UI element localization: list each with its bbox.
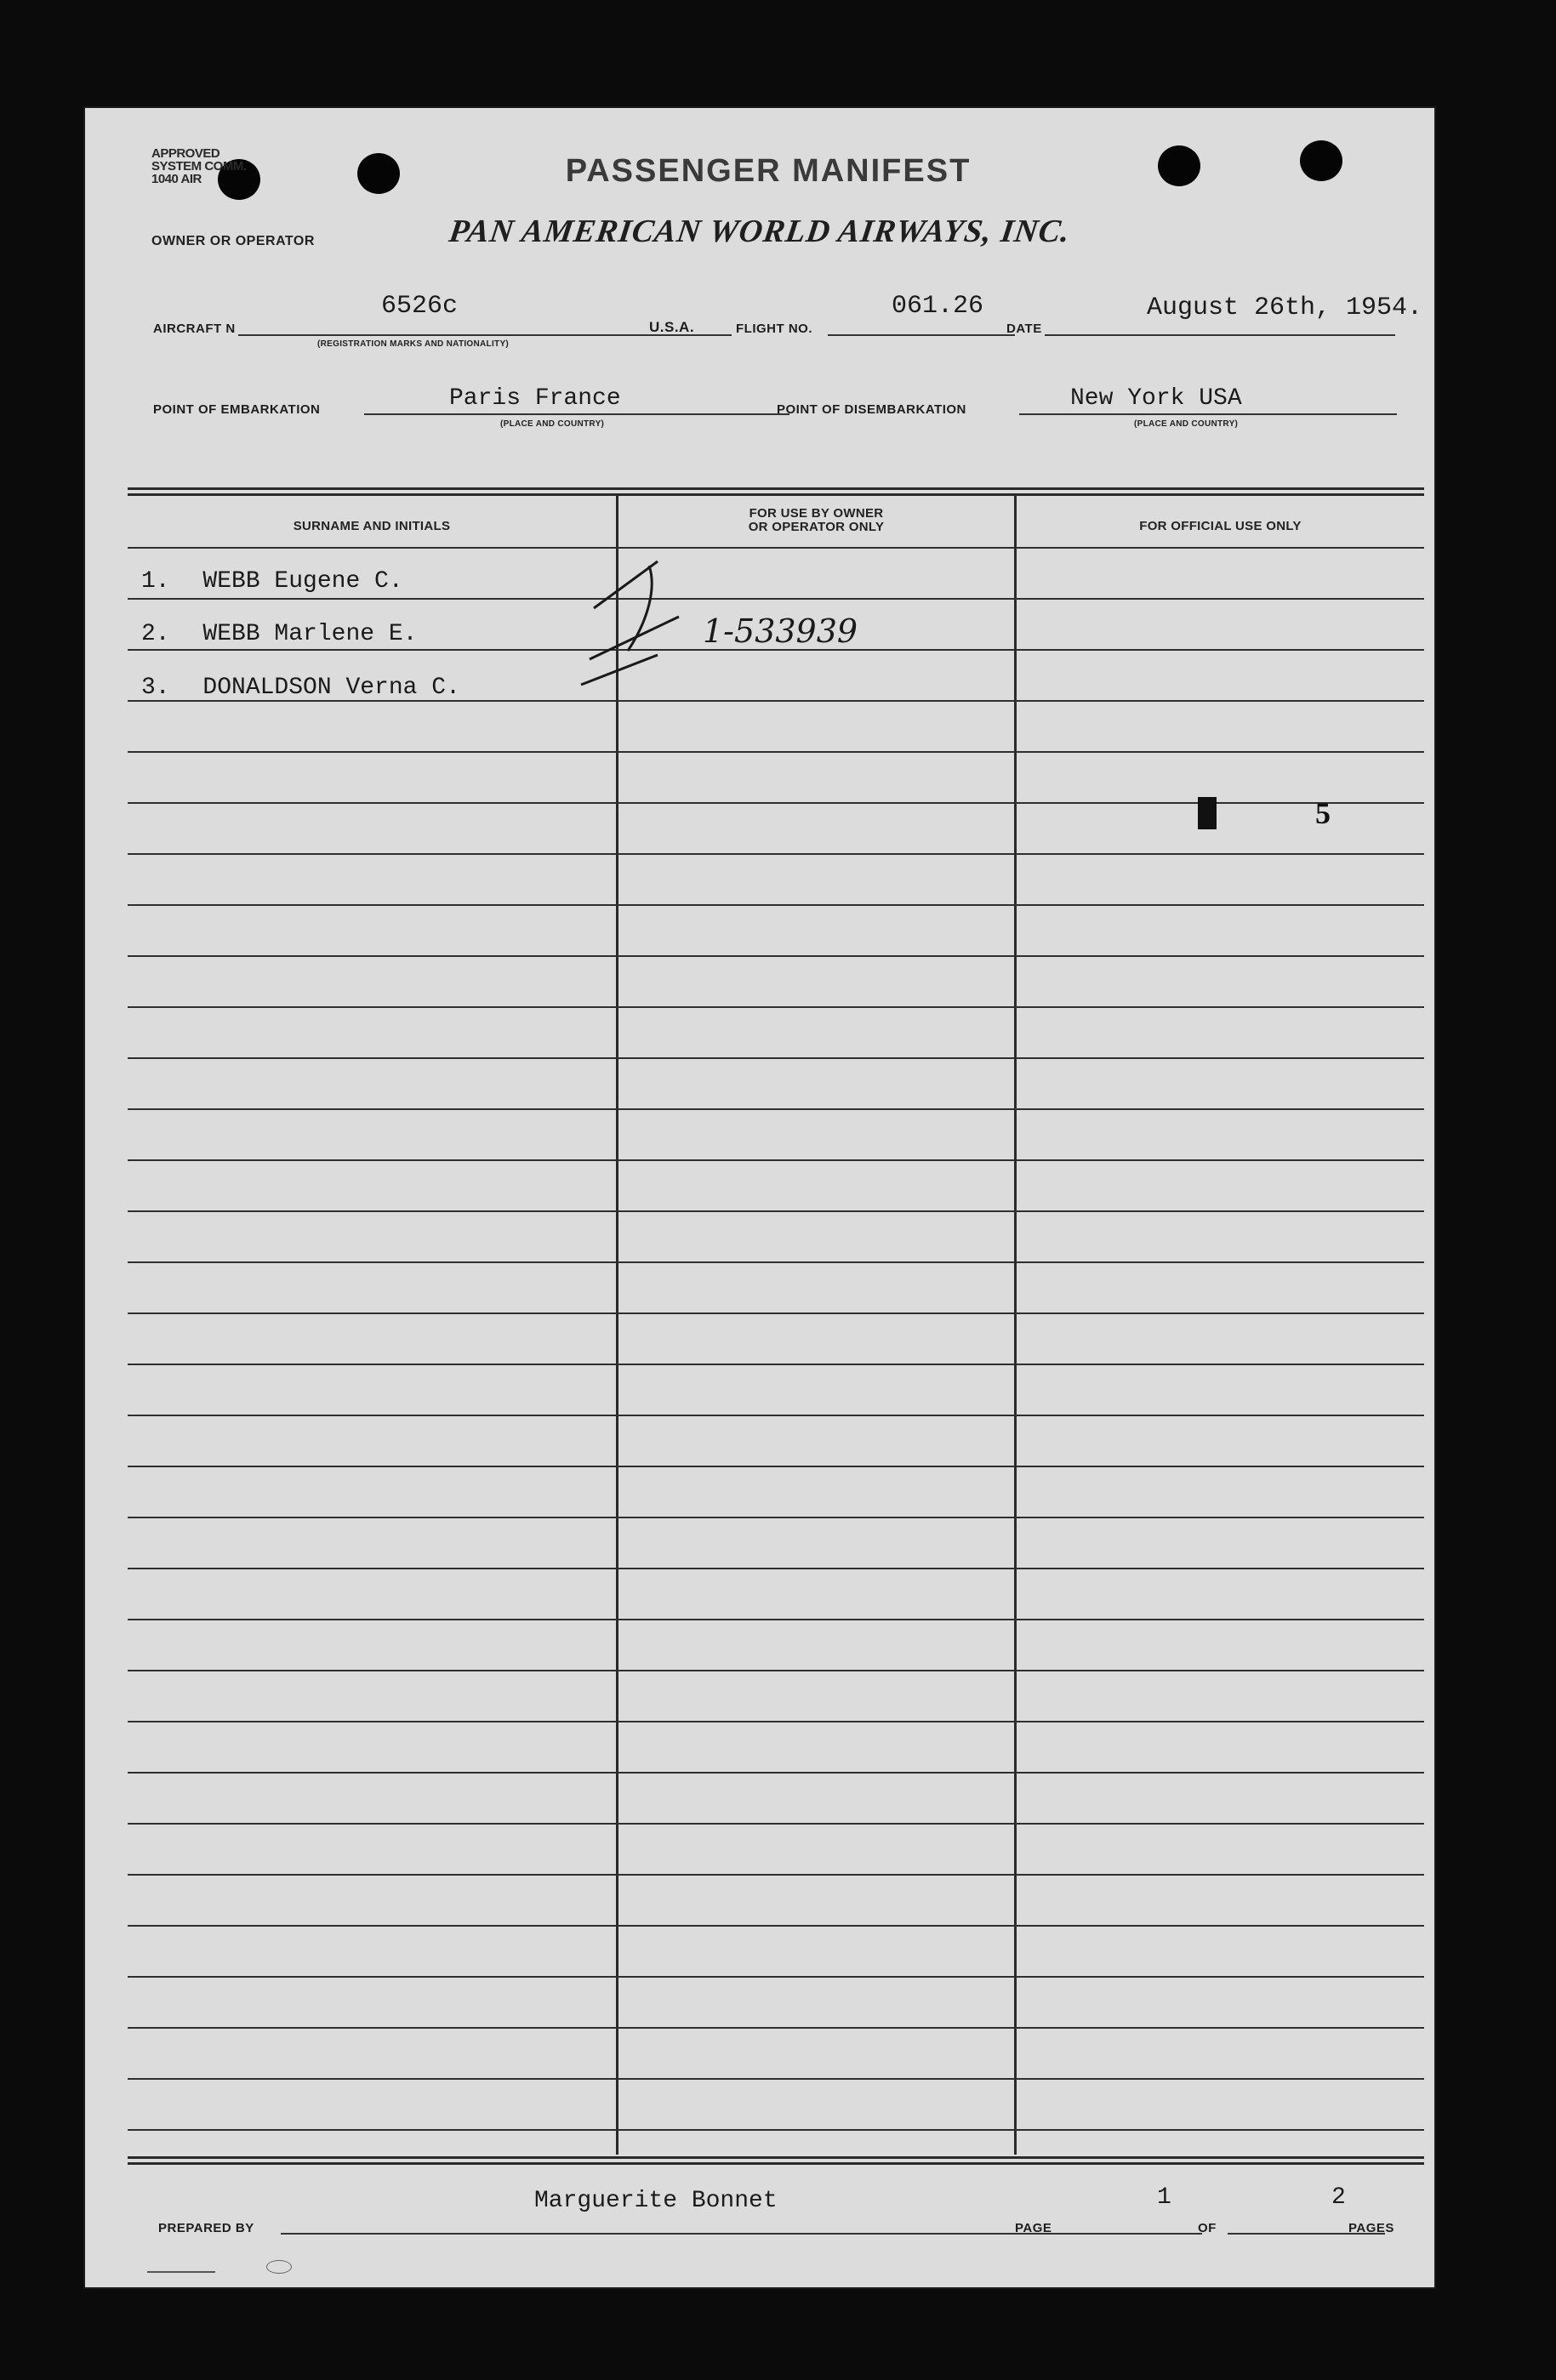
row-line (128, 1006, 1424, 1008)
row-line (128, 1517, 1424, 1518)
row-line (128, 547, 1424, 549)
embarkation-sublabel: (PLACE AND COUNTRY) (500, 419, 605, 429)
disembarkation-sublabel: (PLACE AND COUNTRY) (1134, 419, 1239, 429)
column-header-owner (618, 507, 1014, 534)
date-label: DATE (1006, 322, 1042, 336)
row-line (128, 1568, 1424, 1569)
embarkation-value: Paris France (449, 385, 621, 412)
page-title: PASSENGER MANIFEST (565, 153, 972, 189)
page-number: 1 (1157, 2184, 1171, 2211)
prepared-by-label: PREPARED BY (158, 2221, 254, 2235)
row-line (128, 1670, 1424, 1671)
column-header-surname: SURNAME AND INITIALS (293, 519, 451, 533)
row-line (128, 1057, 1424, 1059)
row-line (128, 1925, 1424, 1927)
row-line (128, 1210, 1424, 1212)
row-line (128, 1261, 1424, 1263)
stamp-line-3: 1040 AIR (151, 172, 202, 186)
passenger-number: 1. (141, 568, 170, 595)
form-print-seal (266, 2260, 292, 2274)
column-divider-2 (1014, 496, 1017, 2155)
row-line (128, 904, 1424, 906)
row-line (128, 1823, 1424, 1825)
date-underline (1045, 334, 1395, 336)
disembarkation-label: POINT OF DISEMBARKATION (777, 402, 966, 417)
passenger-name: WEBB Marlene E. (202, 621, 418, 647)
prepared-by-underline (281, 2233, 1106, 2235)
passenger-name: WEBB Eugene C. (202, 568, 403, 595)
row-line (128, 1772, 1424, 1774)
handwritten-reference-number: 1-533939 (703, 612, 858, 650)
official-mark-glyph (1198, 797, 1217, 829)
aircraft-value: 6526c (381, 292, 459, 321)
row-line (128, 1466, 1424, 1467)
owner-operator-label: OWNER OR OPERATOR (151, 234, 315, 248)
table-top-rule-1 (128, 487, 1424, 490)
usa-label: U.S.A. (649, 319, 695, 335)
flight-underline (828, 334, 1015, 336)
row-line (128, 1364, 1424, 1365)
aircraft-label: AIRCRAFT N (153, 322, 236, 336)
row-line (128, 853, 1424, 855)
row-line (128, 1312, 1424, 1314)
page-label: PAGE (1015, 2221, 1052, 2235)
page-underline (1062, 2233, 1202, 2235)
column-header-owner-line2: OR OPERATOR ONLY (748, 520, 885, 534)
row-line (128, 1976, 1424, 1978)
row-line (128, 1721, 1424, 1722)
official-mark-number: 5 (1315, 796, 1331, 830)
table-bottom-rule-2 (128, 2162, 1424, 2165)
passenger-row-3 (141, 675, 460, 701)
table-bottom-rule-1 (128, 2156, 1424, 2159)
row-line (128, 955, 1424, 957)
stamp-line-2: SYSTEM COMM. (151, 159, 247, 174)
row-line (128, 1159, 1424, 1161)
flight-value: 061.26 (892, 292, 984, 321)
flight-label: FLIGHT NO. (736, 322, 812, 336)
embarkation-underline (364, 413, 789, 415)
passenger-number: 3. (141, 675, 170, 701)
row-line (128, 2078, 1424, 2080)
stamp-line-1: APPROVED (151, 146, 220, 161)
row-line (128, 2027, 1424, 2029)
handwritten-bracket (577, 557, 687, 693)
passenger-name: DONALDSON Verna C. (202, 675, 460, 701)
total-pages: 2 (1331, 2184, 1346, 2211)
row-line (128, 598, 1424, 600)
column-divider-1 (616, 496, 618, 2155)
passenger-number: 2. (141, 621, 170, 647)
carrier-name: PAN AMERICAN WORLD AIRWAYS, INC. (447, 214, 1073, 249)
disembarkation-value: New York USA (1070, 385, 1242, 412)
row-line (128, 1619, 1424, 1620)
disembarkation-underline (1019, 413, 1397, 415)
table-top-rule-2 (128, 493, 1424, 496)
embarkation-label: POINT OF EMBARKATION (153, 402, 321, 417)
prepared-by-value: Marguerite Bonnet (534, 2188, 778, 2214)
of-label: OF (1198, 2221, 1217, 2235)
passenger-row-2 (141, 621, 417, 647)
column-header-official: FOR OFFICIAL USE ONLY (1139, 519, 1302, 533)
row-line (128, 802, 1424, 804)
column-header-owner-line1: FOR USE BY OWNER (749, 506, 884, 521)
date-value: August 26th, 1954. (1147, 293, 1423, 322)
manifest-sheet (83, 106, 1436, 2289)
row-line (128, 2129, 1424, 2131)
row-line (128, 751, 1424, 753)
form-print-mark (147, 2271, 215, 2273)
aircraft-sublabel: (REGISTRATION MARKS AND NATIONALITY) (317, 339, 510, 349)
passenger-row-1 (141, 568, 403, 595)
row-line (128, 1415, 1424, 1416)
pages-label: PAGES (1348, 2221, 1394, 2235)
row-line (128, 1874, 1424, 1876)
row-line (128, 1108, 1424, 1110)
